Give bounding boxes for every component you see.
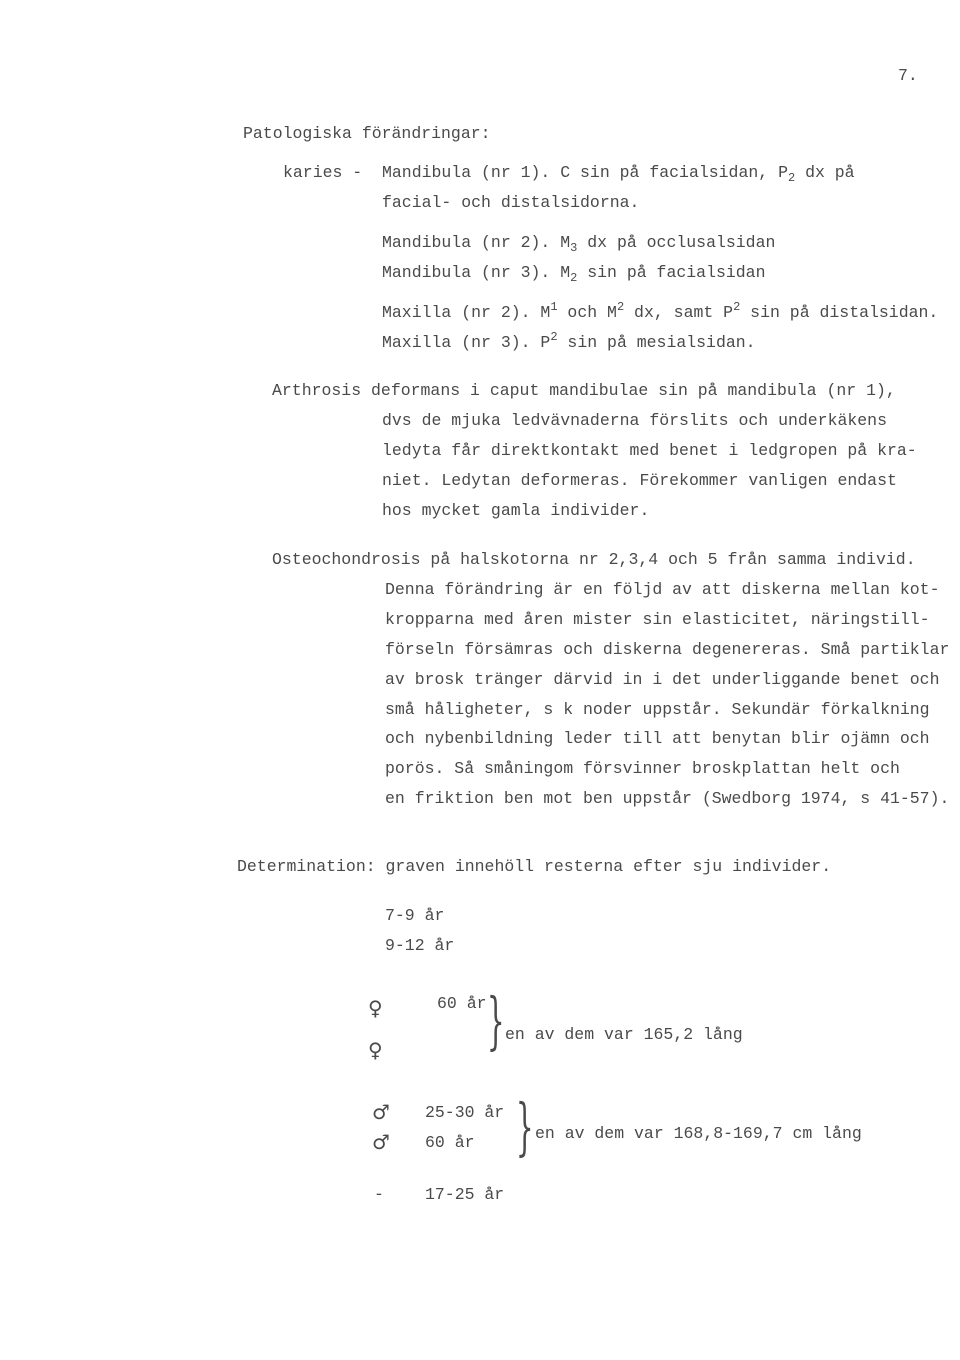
- osteo-line-6: små håligheter, s k noder uppstår. Sekundär förkalkning: [385, 700, 930, 719]
- female-age-1: 60 år: [437, 994, 487, 1013]
- arthrosis-line-1: Arthrosis deformans i caput mandibulae sin på mandibula (nr 1),: [272, 381, 896, 400]
- determination-line: Determination: graven innehöll resterna efter sju individer.: [237, 857, 832, 876]
- last-dash: -: [374, 1185, 384, 1204]
- male-age-1: 25-30 år: [425, 1103, 505, 1122]
- arthrosis-line-3: ledyta får direktkontakt med benet i ledgropen på kra-: [382, 441, 917, 460]
- osteo-line-4: förseln försämras och diskerna degenereras. Små partiklar: [385, 640, 950, 659]
- section-heading: Patologiska förändringar:: [243, 124, 491, 143]
- page-number: 7.: [898, 66, 918, 85]
- osteo-line-9: en friktion ben mot ben uppstår (Swedborg 1974, s 41-57).: [385, 789, 950, 808]
- osteo-line-5: av brosk tränger därvid in i det underliggande benet och: [385, 670, 940, 689]
- osteo-line-3: kropparna med åren mister sin elasticitet, näringstill-: [385, 610, 930, 629]
- osteo-line-2: Denna förändring är en följd av att diskerna mellan kot-: [385, 580, 940, 599]
- osteo-line-7: och nybenbildning leder till att benytan blir ojämn och: [385, 729, 930, 748]
- osteo-line-1: Osteochondrosis på halskotorna nr 2,3,4 och 5 från samma individ.: [272, 550, 916, 569]
- karies-line-3: Mandibula (nr 2). $M_3$ dx på occlusalsidan: [382, 233, 776, 255]
- karies-label: karies -: [283, 163, 363, 182]
- male-brace: }: [515, 1090, 534, 1163]
- child-age-2: 9-12 år: [385, 936, 455, 955]
- male-note: en av dem var 168,8-169,7 cm lång: [535, 1124, 862, 1143]
- male-age-2: 60 år: [425, 1133, 475, 1152]
- karies-line-1: Mandibula (nr 1). C sin på facialsidan, $P_2$ dx på: [382, 163, 855, 185]
- male-symbol-1: ♂: [372, 1100, 390, 1124]
- female-note: en av dem var 165,2 lång: [505, 1025, 743, 1044]
- female-symbol-2: ♀: [368, 1038, 383, 1062]
- arthrosis-line-4: niet. Ledytan deformeras. Förekommer vanligen endast: [382, 471, 897, 490]
- female-brace: }: [486, 984, 505, 1057]
- osteo-line-8: porös. Så småningom försvinner broskplattan helt och: [385, 759, 900, 778]
- arthrosis-line-2: dvs de mjuka ledvävnaderna förslits och underkäkens: [382, 411, 887, 430]
- child-age-1: 7-9 år: [385, 906, 445, 925]
- karies-line-4: Mandibula (nr 3). $M_2$ sin på facialsidan: [382, 263, 766, 285]
- karies-line-5: Maxilla (nr 2). $M^1$ och $M^2$ dx, samt $P^2$ sin på distalsidan.: [382, 300, 939, 322]
- karies-line-2: facial- och distalsidorna.: [382, 193, 640, 212]
- arthrosis-line-5: hos mycket gamla individer.: [382, 501, 650, 520]
- male-symbol-2: ♂: [372, 1130, 390, 1154]
- female-symbol-1: ♀: [368, 996, 383, 1020]
- last-age: 17-25 år: [425, 1185, 505, 1204]
- karies-line-6: Maxilla (nr 3). $P^2$ sin på mesialsidan.: [382, 330, 756, 352]
